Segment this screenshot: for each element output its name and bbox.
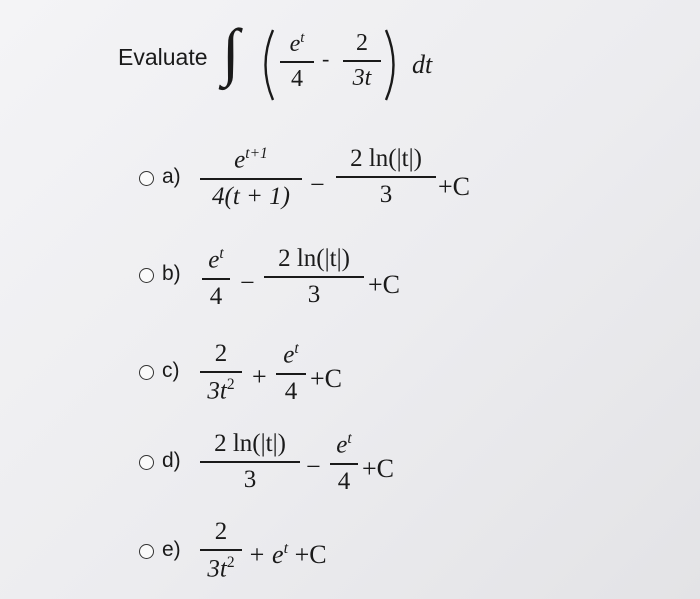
option-d-operator: − xyxy=(306,452,321,481)
question-minus: - xyxy=(322,46,330,71)
option-b-operator: − xyxy=(240,268,255,297)
option-c-fraction-2: $e^t$ 4 xyxy=(276,340,306,406)
option-b-fraction-2: 2 ln(|t|) 3 xyxy=(264,245,364,309)
option-d-fraction-1: 2 ln(|t|) 3 xyxy=(200,430,300,494)
option-label-e: e) xyxy=(162,538,181,561)
option-c-fraction-1: 2 $3t^2$ xyxy=(200,340,242,406)
option-b-fraction-1: $e^t$ 4 xyxy=(202,245,230,311)
option-a-operator: − xyxy=(310,170,325,199)
question-prefix: Evaluate xyxy=(118,44,208,70)
option-label-a: a) xyxy=(162,165,181,188)
option-a-constant: +C xyxy=(438,172,471,201)
radio-button-b[interactable] xyxy=(139,268,154,283)
option-a-fraction-1: $e^{t+1}$ 4(t + 1) xyxy=(200,145,302,211)
radio-button-a[interactable] xyxy=(139,171,154,186)
option-b-constant: +C xyxy=(368,270,401,299)
option-label-c: c) xyxy=(162,359,180,382)
right-paren xyxy=(382,28,404,102)
option-label-d: d) xyxy=(162,449,181,472)
radio-button-c[interactable] xyxy=(139,365,154,380)
option-a-fraction-2: 2 ln(|t|) 3 xyxy=(336,145,436,209)
option-d-constant: +C xyxy=(362,454,395,483)
option-e-fraction-1: 2 $3t^2$ xyxy=(200,518,242,584)
radio-button-e[interactable] xyxy=(139,544,154,559)
option-d-fraction-2: $e^t$ 4 xyxy=(330,430,358,496)
option-label-b: b) xyxy=(162,262,181,285)
integral-sign: ∫ xyxy=(222,16,240,87)
left-paren xyxy=(255,28,277,102)
question-fraction-1: $e^t$ 4 xyxy=(280,30,314,93)
radio-button-d[interactable] xyxy=(139,455,154,470)
question-fraction-2: 2 3t xyxy=(343,30,381,92)
option-c-operator: + xyxy=(252,362,267,391)
option-e-tail: + $e^t +C$ xyxy=(248,540,327,569)
question-dt: dt xyxy=(412,50,433,79)
option-c-constant: +C xyxy=(310,364,343,393)
